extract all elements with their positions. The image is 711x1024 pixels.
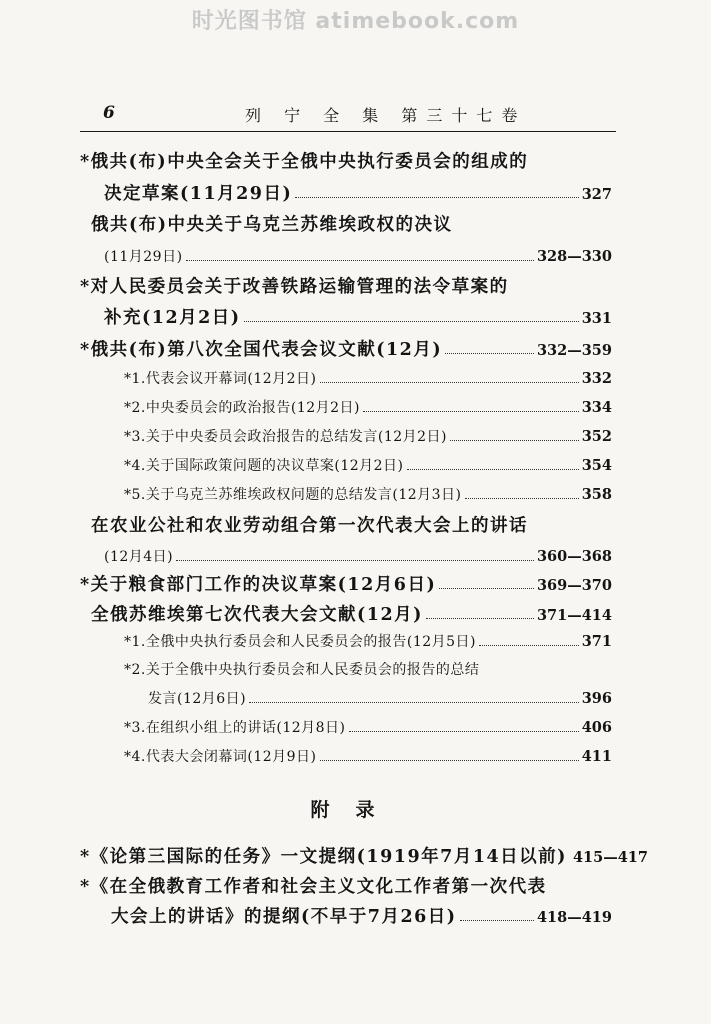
toc-entry-page: 418—419 [536, 909, 612, 926]
toc-entry-text: *俄共(布)第八次全国代表会议文献(12月) [80, 340, 443, 360]
toc-entry [91, 512, 528, 540]
toc-entry [104, 546, 612, 568]
toc-entry [111, 903, 612, 931]
toc-entry-page: 406 [581, 719, 612, 736]
watermark: 时光图书馆 atimebook.com [191, 9, 520, 34]
toc-entry-page: 334 [581, 399, 612, 416]
toc-entry [80, 873, 547, 901]
dot-leader [407, 468, 579, 470]
toc-entry-page: 369—370 [536, 577, 612, 594]
toc-entry [124, 368, 612, 390]
dot-leader [445, 352, 534, 354]
dot-leader [439, 587, 534, 589]
toc-entry-page: 415—417 [572, 849, 648, 866]
dot-leader [460, 919, 534, 921]
toc-entry [124, 659, 479, 681]
toc-entry [124, 631, 612, 653]
dot-leader [450, 439, 579, 441]
toc-entry-text: *俄共(布)中央全会关于全俄中央执行委员会的组成的 [80, 152, 529, 172]
dot-leader [363, 410, 579, 412]
toc-entry-page: 352 [581, 428, 612, 445]
toc-entry-text: *4.关于国际政策问题的决议草案(12月2日) [124, 458, 404, 474]
dot-leader [249, 701, 579, 703]
toc-entry-text: *对人民委员会关于改善铁路运输管理的法令草案的 [80, 277, 509, 297]
toc-entry [124, 455, 612, 477]
toc-entry-page: 411 [581, 748, 612, 765]
toc-entry-page: 371 [581, 633, 612, 650]
toc-entry-text: *1.代表会议开幕词(12月2日) [124, 371, 317, 387]
toc-entry-text: *3.在组织小组上的讲话(12月8日) [124, 720, 346, 736]
toc-entry-text: 发言(12月6日) [148, 691, 247, 707]
toc-entry-page: 331 [581, 310, 612, 327]
toc-entry-page: 332—359 [536, 342, 612, 359]
toc-entry [80, 843, 648, 871]
dot-leader [349, 730, 579, 732]
dot-leader [186, 259, 534, 261]
toc-entry-text: *2.中央委员会的政治报告(12月2日) [124, 400, 361, 416]
toc-entry-text: *《在全俄教育工作者和社会主义文化工作者第一次代表 [80, 877, 547, 897]
toc-entry-text: (12月4日) [104, 549, 174, 565]
toc-entry [104, 180, 612, 208]
running-title: 列 宁 全 集 第三十七卷 [245, 106, 527, 125]
page-number: 6 [103, 103, 115, 123]
dot-leader [295, 196, 578, 198]
dot-leader [479, 644, 579, 646]
toc-entry [80, 273, 509, 301]
toc-entry-text: *3.关于中央委员会政治报告的总结发言(12月2日) [124, 429, 448, 445]
toc-entry [148, 688, 612, 710]
toc-entry [124, 426, 612, 448]
toc-entry [80, 148, 528, 176]
toc-entry-page: 358 [581, 486, 612, 503]
toc-entry [80, 571, 612, 599]
toc-entry-text: 俄共(布)中央关于乌克兰苏维埃政权的决议 [91, 215, 453, 235]
appendix-title: 附录 [310, 799, 401, 821]
toc-entry [124, 717, 612, 739]
toc-entry-text: *《论第三国际的任务》一文提纲(1919年7月14日以前) [80, 847, 567, 867]
toc-entry-text: *5.关于乌克兰苏维埃政权问题的总结发言(12月3日) [124, 487, 462, 503]
toc-entry [104, 246, 612, 268]
toc-entry [124, 484, 612, 506]
toc-entry-page: 354 [581, 457, 612, 474]
toc-entry-text: (11月29日) [104, 249, 183, 265]
toc-entry [80, 336, 612, 364]
toc-entry [91, 211, 453, 239]
toc-entry [124, 746, 612, 768]
dot-leader [465, 497, 579, 499]
toc-entry-text: 在农业公社和农业劳动组合第一次代表大会上的讲话 [91, 516, 528, 536]
dot-leader [320, 381, 579, 383]
toc-entry-page: 371—414 [536, 607, 612, 624]
toc-entry-text: 补充(12月2日) [104, 308, 241, 328]
toc-entry-text: *1.全俄中央执行委员会和人民委员会的报告(12月5日) [124, 634, 477, 650]
toc-entry-text: *4.代表大会闭幕词(12月9日) [124, 749, 317, 765]
dot-leader [176, 559, 534, 561]
dot-leader [320, 759, 579, 761]
toc-entry-page: 328—330 [536, 248, 612, 265]
dot-leader [426, 617, 534, 619]
toc-entry-page: 327 [581, 186, 612, 203]
toc-entry-text: 大会上的讲话》的提纲(不早于7月26日) [111, 907, 457, 927]
toc-entry-text: 全俄苏维埃第七次代表大会文献(12月) [91, 605, 423, 625]
toc-entry [91, 601, 612, 629]
toc-entry [124, 397, 612, 419]
toc-entry-text: *关于粮食部门工作的决议草案(12月6日) [80, 575, 437, 595]
toc-entry-text: 决定草案(11月29日) [104, 184, 293, 204]
dot-leader [244, 320, 579, 322]
toc-entry-page: 332 [581, 370, 612, 387]
toc-entry [104, 304, 612, 332]
toc-entry-page: 360—368 [536, 548, 612, 565]
toc-entry-page: 396 [581, 690, 612, 707]
toc-entry-text: *2.关于全俄中央执行委员会和人民委员会的报告的总结 [124, 662, 480, 678]
